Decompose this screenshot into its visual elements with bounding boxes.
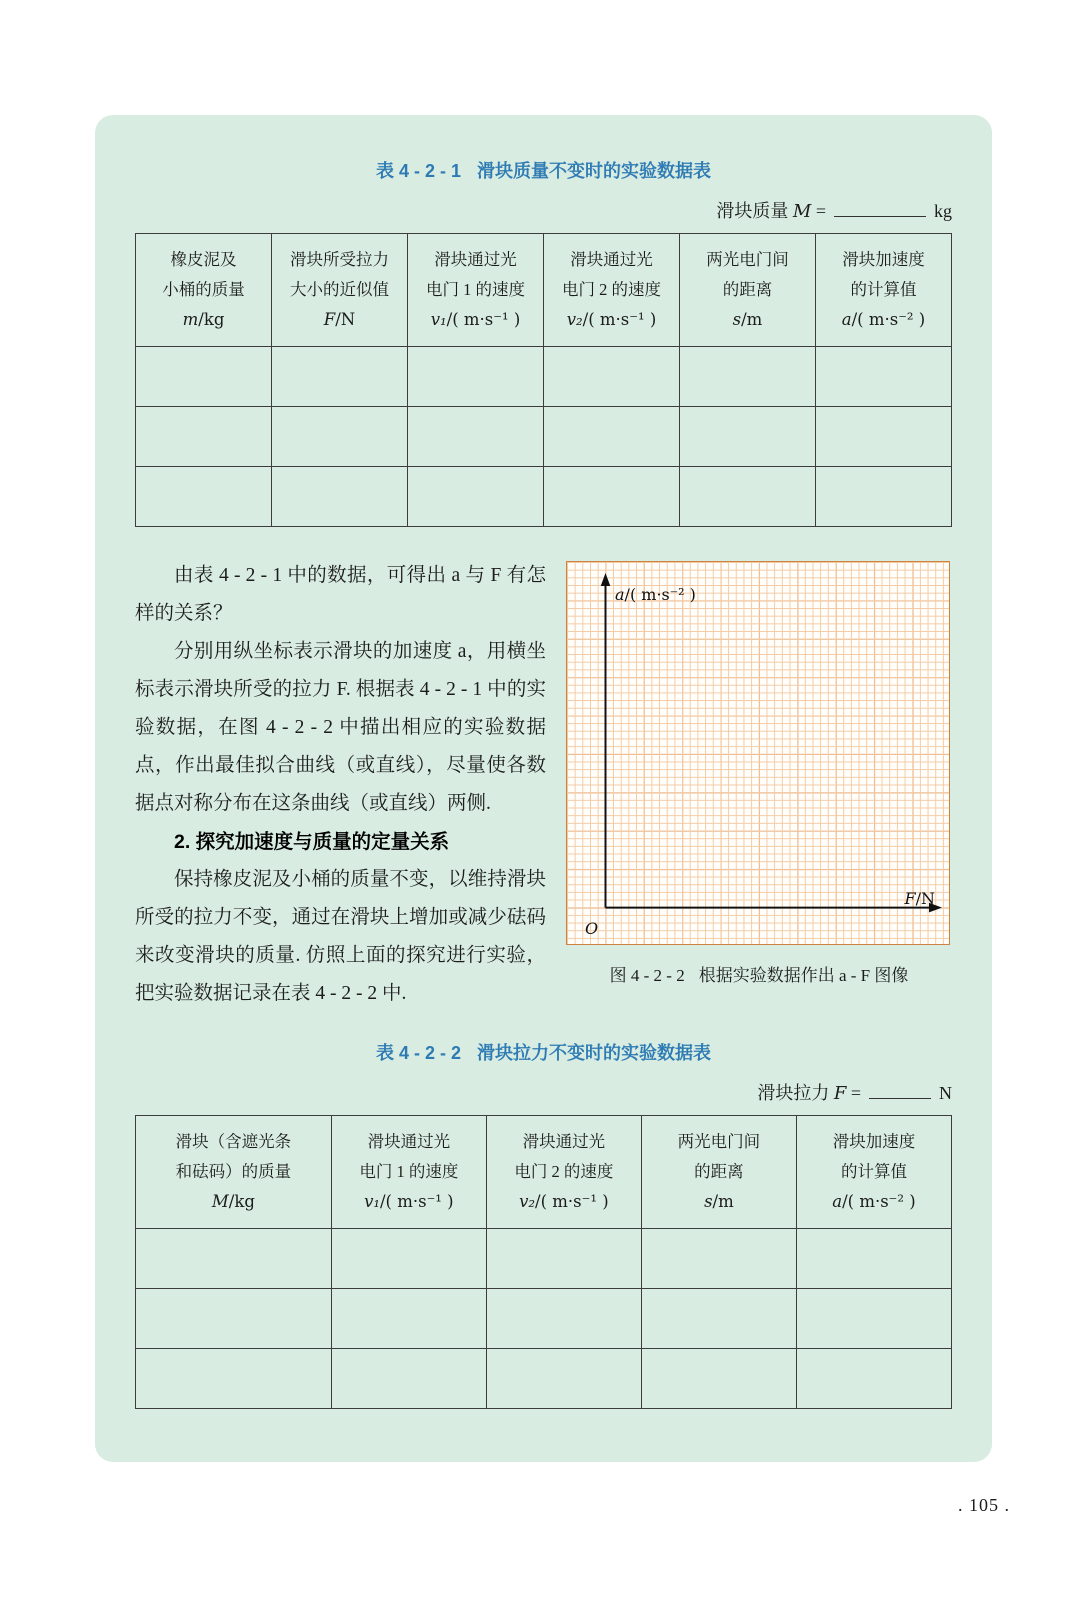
mass-equals: = [815,201,826,221]
figure-caption [566,957,952,995]
header-formula: a/( m·s⁻² ) [832,1192,916,1211]
header-line: 的计算值 [840,1162,907,1181]
empty-data-cell [136,1289,332,1349]
empty-data-cell [331,1349,486,1409]
col-pull-force [272,234,408,347]
col-gate-distance [641,1116,796,1229]
empty-data-cell [486,1289,641,1349]
col-clay-bucket-mass [136,234,272,347]
table1-header-row [136,234,952,347]
col-speed-gate1 [331,1116,486,1229]
table2-title-text: 滑块拉力不变时的实验数据表 [477,1043,712,1063]
empty-data-cell [641,1289,796,1349]
header-line: 的距离 [694,1162,744,1181]
empty-data-cell [331,1229,486,1289]
col-speed-gate2 [486,1116,641,1229]
col-acceleration [816,234,952,347]
section-spacer [135,1013,952,1039]
mass-blank-line [834,216,926,217]
empty-data-cell [486,1349,641,1409]
paragraph-mass-experiment: 保持橡皮泥及小桶的质量不变，以维持滑块所受的拉力不变，通过在滑块上增加或减少砝码来改变滑块的质量. 仿照上面的探究进行实验，把实验数据记录在表 4 - 2 - 2 中. [135,869,546,1004]
figure-caption-text: 根据实验数据作出 a - F 图像 [698,966,909,985]
header-line: 滑块（含遮光条 [175,1132,292,1151]
table2-title-number: 表 4 - 2 - 2 [375,1043,462,1063]
figure-4-2-2 [566,561,952,995]
col-speed-gate1 [408,234,544,347]
header-formula: v₁/( m·s⁻¹ ) [364,1192,454,1211]
mass-unit: kg [934,201,952,221]
empty-data-cell [136,1349,332,1409]
empty-data-cell [680,407,816,467]
table2-header-row [136,1116,952,1229]
empty-data-cell [136,347,272,407]
header-line: 小桶的质量 [162,280,245,299]
empty-data-cell [816,407,952,467]
header-line: 滑块通过光 [522,1132,606,1151]
col-slider-mass [136,1116,332,1229]
force-variable: F [833,1083,847,1104]
header-formula: v₂/( m·s⁻¹ ) [519,1192,609,1211]
empty-data-row [136,407,952,467]
table2 [135,1115,952,1409]
figure-caption-number: 图 4 - 2 - 2 [609,966,685,985]
header-formula: s/m [704,1192,734,1211]
table1-title [135,157,952,183]
header-line: 滑块加速度 [842,250,925,269]
header-formula: a/( m·s⁻² ) [841,310,926,329]
empty-data-cell [408,467,544,527]
empty-data-cell [680,467,816,527]
header-line: 和砝码）的质量 [175,1162,292,1181]
empty-data-cell [136,407,272,467]
header-line: 两光电门间 [677,1132,761,1151]
content-card [95,115,992,1462]
header-line: 电门 1 的速度 [359,1162,459,1181]
force-unit: N [939,1083,952,1103]
empty-data-cell [641,1349,796,1409]
col-speed-gate2 [544,234,680,347]
table1-title-number: 表 4 - 2 - 1 [375,161,462,181]
empty-data-cell [486,1229,641,1289]
mass-variable: M [792,201,812,222]
col-gate-distance [680,234,816,347]
body-text-section [135,557,952,1013]
empty-data-cell [796,1289,951,1349]
header-formula: v₂/( m·s⁻¹ ) [566,310,657,329]
header-line: 滑块加速度 [832,1132,916,1151]
header-line: 电门 1 的速度 [426,280,525,299]
header-formula: s/m [732,310,763,329]
empty-data-cell [544,407,680,467]
y-axis-label: a/( m·s⁻² ) [615,585,696,604]
header-line: 两光电门间 [706,250,789,269]
paragraph-plot-instructions: 分别用纵坐标表示滑块的加速度 a，用横坐标表示滑块所受的拉力 F. 根据表 4 - 2 - 1 中的实验数据，在图 4 - 2 - 2 中描出相应的实验数据点，作出最佳拟合曲线（或直线），尽量使各数据点对称分布在这条曲线（或直线）两侧. [135,641,546,814]
empty-data-row [136,1229,952,1289]
empty-data-cell [816,347,952,407]
header-line: 电门 2 的速度 [514,1162,614,1181]
page-number: . 105 . [958,1495,1010,1515]
empty-data-row [136,1349,952,1409]
header-formula: m/kg [182,310,225,329]
header-line: 大小的近似值 [290,280,389,299]
empty-data-row [136,347,952,407]
empty-data-cell [816,467,952,527]
table1 [135,233,952,527]
table1-title-text: 滑块质量不变时的实验数据表 [477,161,712,181]
col-acceleration [796,1116,951,1229]
empty-data-cell [544,467,680,527]
empty-data-cell [796,1229,951,1289]
header-line: 的距离 [722,280,773,299]
empty-data-cell [272,347,408,407]
table2-force-line [135,1079,952,1105]
empty-data-row [136,1289,952,1349]
empty-data-cell [796,1349,951,1409]
empty-data-cell [408,347,544,407]
header-line: 橡皮泥及 [170,250,237,269]
header-line: 滑块通过光 [570,250,653,269]
header-line: 电门 2 的速度 [562,280,661,299]
empty-data-cell [272,407,408,467]
header-line: 滑块通过光 [434,250,517,269]
empty-data-cell [680,347,816,407]
mass-label: 滑块质量 [716,201,789,221]
origin-label: O [585,919,599,938]
empty-data-cell [641,1229,796,1289]
header-line: 的计算值 [850,280,917,299]
header-line: 滑块通过光 [367,1132,451,1151]
paragraph-question: 由表 4 - 2 - 1 中的数据，可得出 a 与 F 有怎样的关系？ [135,565,546,624]
header-formula: F/N [323,310,356,329]
section-heading-2: 2. 探究加速度与质量的定量关系 [174,831,450,853]
force-blank-line [869,1098,931,1099]
graph-paper [566,561,950,945]
table1-mass-line [135,197,952,223]
table2-title [135,1039,952,1065]
empty-data-cell [544,347,680,407]
force-equals: = [850,1083,861,1103]
empty-data-cell [331,1289,486,1349]
axes [567,562,951,946]
header-formula: M/kg [211,1192,255,1211]
empty-data-cell [136,1229,332,1289]
force-label: 滑块拉力 [757,1083,830,1103]
empty-data-cell [272,467,408,527]
x-axis-label: F/N [904,889,935,908]
header-formula: v₁/( m·s⁻¹ ) [430,310,521,329]
empty-data-row [136,467,952,527]
header-line: 滑块所受拉力 [290,250,389,269]
empty-data-cell [136,467,272,527]
empty-data-cell [408,407,544,467]
